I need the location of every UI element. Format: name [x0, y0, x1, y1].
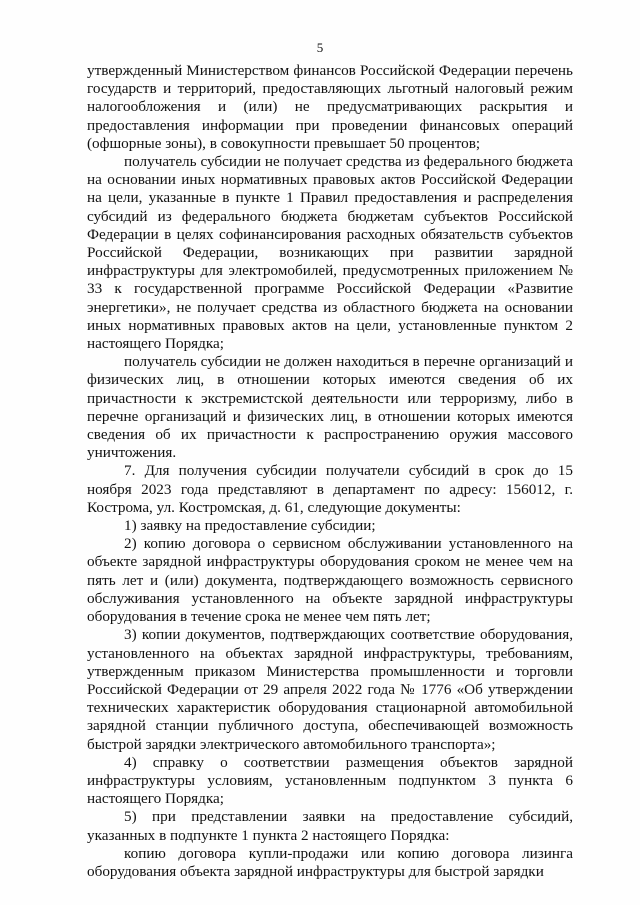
paragraph: копию договора купли-продажи или копию договора лизинга оборудования объекта зарядной инфраструктуры для быстрой зарядки	[87, 844, 573, 880]
paragraph: 3) копии документов, подтверждающих соответствие оборудования, установленного на объектах зарядной инфраструктуры, требованиям, утвержденным приказом Министерства промышленности и торговли Российской Федерации от 29 апреля 2022 года № 1776 «Об утверждении технических характеристик оборудования стационарной автомобильной зарядной станции публичного доступа, обеспечивающей возможность быстрой зарядки электрического автомобильного транспорта»;	[87, 626, 573, 753]
paragraph: 4) справку о соответствии размещения объектов зарядной инфраструктуры условиям, установленным подпунктом 3 пункта 6 настоящего Порядка;	[87, 753, 573, 808]
paragraph: утвержденный Министерством финансов Российской Федерации перечень государств и территорий, предоставляющих льготный налоговый режим налогообложения и (или) не предусматривающих раскрытия и предоставления информации при проведении финансовых операций (офшорные зоны), в совокупности превышает 50 процентов;	[87, 62, 573, 152]
paragraph: 1) заявку на предоставление субсидии;	[124, 517, 376, 535]
paragraph: 2) копию договора о сервисном обслуживании установленного на объекте зарядной инфраструктуры оборудования сроком не менее чем на пять лет и (или) документа, подтверждающего возможность сервисного обслуживания установленного на объекте зарядной инфраструктуры оборудования в течение срока не менее чем пять лет;	[87, 535, 573, 626]
document-body	[87, 62, 573, 881]
paragraph: 5) при представлении заявки на предоставление субсидий, указанных в подпункте 1 пункта 2 настоящего Порядка:	[87, 808, 573, 844]
paragraph: 7. Для получения субсидии получатели субсидий в срок до 15 ноября 2023 года представляют в департамент по адресу: 156012, г. Кострома, ул. Костромская, д. 61, следующие документы:	[87, 462, 573, 516]
paragraph: получатель субсидии не должен находиться в перечне организаций и физических лиц, в отношении которых имеются сведения об их причастности к экстремистской деятельности или терроризму, либо в перечне организаций и физических лиц, в отношении которых имеются сведения об их причастности к распространению оружия массового уничтожения.	[87, 353, 573, 462]
paragraph: получатель субсидии не получает средства из федерального бюджета на основании иных нормативных правовых актов Российской Федерации на цели, указанные в пункте 1 Правил предоставления и распределения субсидий из федерального бюджета бюджетам субъектов Российской Федерации в целях софинансирования расходных обязательств субъектов Российской Федерации, возникающих при развитии зарядной инфраструктуры для электромобилей, предусмотренных приложением № 33 к государственной программе Российской Федерации «Развитие энергетики», не получает средства из областного бюджета на основании иных нормативных правовых актов на цели, установленные пунктом 2 настоящего Порядка;	[87, 153, 573, 353]
page-number: 5	[316, 40, 324, 55]
